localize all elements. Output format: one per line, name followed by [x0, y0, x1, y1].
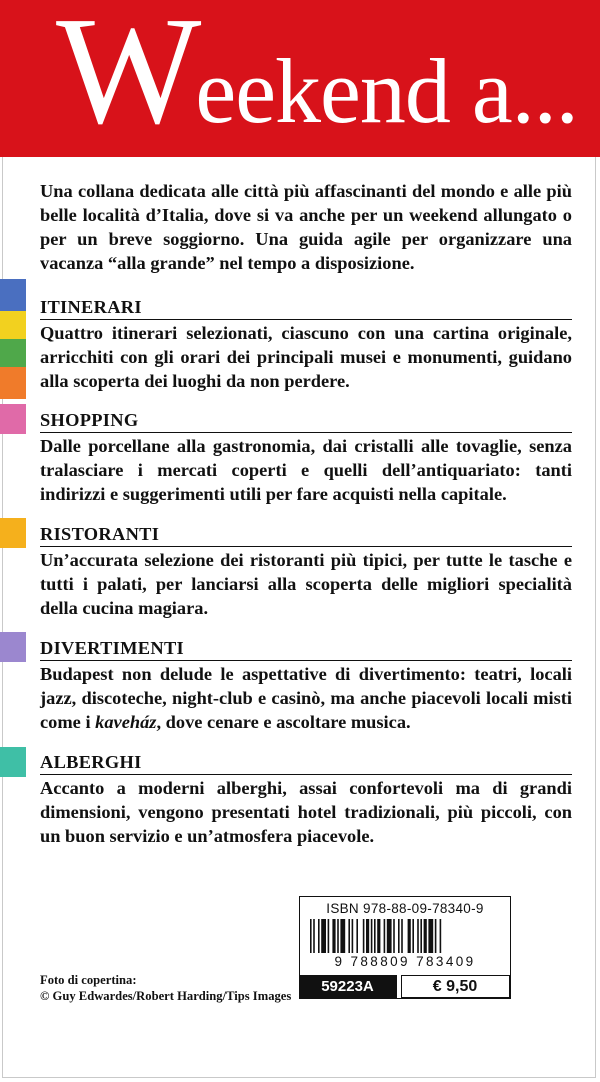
section-title: SHOPPING	[40, 409, 572, 433]
product-code: 59223A	[299, 975, 397, 998]
series-description: Una collana dedicata alle città più affascinanti del mondo e alle più belle località d’Italia, dove si va anche per un weekend allungato o per un breve soggiorno. Una guida agile per organizzare una vacanza “alla grande” nel tempo a disposizione.	[40, 181, 572, 273]
tab-orange	[0, 367, 26, 399]
price-tag: € 9,50	[401, 975, 510, 998]
section-divertimenti	[40, 637, 572, 734]
section-body-italic: kaveház	[95, 712, 157, 732]
section-title: ALBERGHI	[40, 751, 572, 775]
tab-green	[0, 339, 26, 367]
section-body: Dalle porcellane alla gastronomia, dai cristalli alle tovaglie, senza tralasciare i mercati coperti e quelli dell’antiquariato: tanti indirizzi e suggerimenti utili per fare acquisti nella capitale.	[40, 436, 572, 504]
section-alberghi	[40, 751, 572, 848]
photo-credit-label: Foto di copertina:	[40, 973, 137, 987]
section-ristoranti	[40, 523, 572, 620]
tab-pink	[0, 404, 26, 434]
section-body-text: Budapest non delude le aspettative di divertimento: teatri, locali jazz, discoteche, night-club e casinò, ma anche piacevoli locali misti come i	[40, 664, 572, 732]
tab-yellow	[0, 311, 26, 339]
barcode-digits: 9 788809 783409	[334, 954, 476, 969]
tab-violet	[0, 632, 26, 662]
title-banner	[0, 0, 600, 157]
section-body: Accanto a moderni alberghi, assai confortevoli ma di grandi dimensioni, vengono presentati hotel tradizionali, più piccoli, con un buon servizio e un’atmosfera piacevole.	[40, 778, 572, 846]
section-body: Quattro itinerari selezionati, ciascuno con una cartina originale, arricchiti con gli orari dei principali musei e monumenti, guidano alla scoperta dei luoghi da non perdere.	[40, 323, 572, 391]
isbn-number: ISBN 978-88-09-78340-9	[326, 901, 484, 916]
barcode-box	[299, 896, 511, 999]
section-body: Un’accurata selezione dei ristoranti più tipici, per tutte le tasche e tutti i palati, per lanciarsi alla scoperta delle migliori specialità della cucina magiara.	[40, 550, 572, 618]
section-body	[40, 662, 572, 734]
series-title-initial: W	[56, 0, 202, 156]
code-price-row	[299, 975, 511, 998]
section-itinerari	[40, 296, 572, 393]
section-title: ITINERARI	[40, 296, 572, 320]
section-title: DIVERTIMENTI	[40, 637, 572, 661]
series-title-rest: eekend a...	[195, 40, 578, 142]
tab-amber	[0, 518, 26, 548]
photo-credit-text: © Guy Edwardes/Robert Harding/Tips Images	[40, 989, 292, 1003]
section-body-text-end: , dove cenare e ascoltare musica.	[156, 712, 411, 732]
photo-credit	[40, 972, 291, 1004]
barcode-icon	[310, 919, 500, 953]
tab-blue	[0, 279, 26, 311]
tab-teal	[0, 747, 26, 777]
section-title: RISTORANTI	[40, 523, 572, 547]
series-title	[56, 0, 578, 156]
section-shopping	[40, 409, 572, 506]
